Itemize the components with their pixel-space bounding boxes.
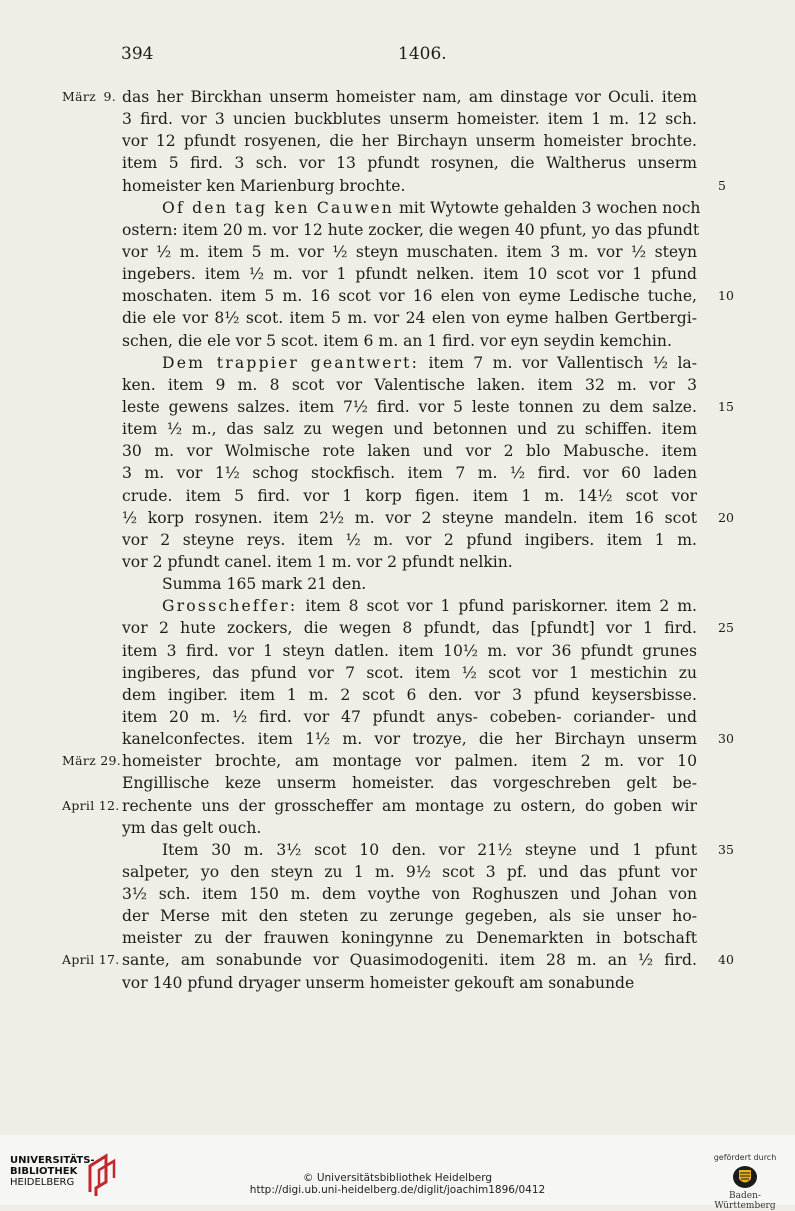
page-number: 394 [121, 44, 154, 64]
line-number: 15 [718, 398, 734, 414]
line-number: 5 [718, 177, 726, 193]
line-number: 40 [718, 952, 734, 968]
text-line: homeister brochte, am montage vor palmen. item 2 m. vor 10 März 29. [122, 750, 697, 772]
sponsor[interactable] [705, 1153, 785, 1211]
text-line: dem ingiber. item 1 m. 2 scot 6 den. vor 3 pfund keysersbisse. [122, 685, 697, 704]
text-line: sante, am sonabunde vor Quasimodogeniti. item 28 m. an ½ fird. April 17. 40 [122, 949, 697, 971]
text-line: crude. item 5 fird. vor 1 korp figen. item 1 m. 14½ scot vor [122, 486, 697, 505]
line-number: 25 [718, 620, 734, 636]
text-line: Engillische keze unserm homeister. das vorgeschreben gelt be- [122, 774, 697, 793]
text-line: item 20 m. ½ fird. vor 47 pfundt anys- cobeben- coriander- und [122, 707, 697, 726]
copyright-notice [0, 1172, 795, 1196]
text-line: vor 2 hute zockers, die wegen 8 pfundt, das [pfundt] vor 1 fird. 25 [122, 617, 697, 639]
page-header [0, 44, 795, 68]
text-line: das her Birckhan unserm homeister nam, am dinstage vor Oculi. item März 9. [122, 86, 697, 108]
text-line: 3 m. vor 1½ schog stockfisch. item 7 m. ½ fird. vor 60 laden [122, 464, 697, 483]
text-line: item ½ m., das salz zu wegen und betonnen und zu schiffen. item [122, 420, 697, 439]
text-line: vor 2 pfundt canel. item 1 m. vor 2 pfundt nelkin. [122, 552, 513, 571]
text-line: die ele vor 8½ scot. item 5 m. vor 24 elen von eyme halben Gertbergi- [122, 309, 697, 328]
text-line: vor 2 steyne reys. item ½ m. vor 2 pfund ingibers. item 1 m. [122, 530, 697, 549]
text-line: Grosscheffer: item 8 scot vor 1 pfund pariskorner. item 2 m. [162, 597, 697, 616]
library-name: UNIVERSITÄTS- BIBLIOTHEK HEIDELBERG [10, 1155, 95, 1188]
body-text [62, 86, 734, 994]
text-line: Item 30 m. 3½ scot 10 den. vor 21½ steyne und 1 pfunt 35 [122, 839, 697, 861]
margin-date: April 12. [62, 797, 120, 813]
text-line: ingebers. item ½ m. vor 1 pfundt nelken. item 10 scot vor 1 pfund [122, 265, 697, 284]
text-line: rechente uns der grosscheffer am montage zu ostern, do goben wir April 12. [122, 795, 697, 817]
text-line: moschaten. item 5 m. 16 scot vor 16 elen von eyme Ledische tuche, 10 [122, 285, 697, 307]
text-line: vor 12 pfundt rosyenen, die her Birchayn unserm homeister brochte. [122, 132, 697, 151]
text-line: leste gewens salzes. item 7½ fird. vor 5 leste tonnen zu dem salze. 15 [122, 396, 697, 418]
text-line: meister zu der frauwen koningynne zu Denemarkten in botschaft [122, 929, 697, 948]
text-line: Dem trappier geantwert: item 7 m. vor Vallentisch ½ la- [162, 353, 697, 372]
text-line: salpeter, yo den steyn zu 1 m. 9½ scot 3 pf. und das pfunt vor [122, 862, 697, 881]
text-line: Summa 165 mark 21 den. [162, 575, 367, 594]
text-line: vor ½ m. item 5 m. vor ½ steyn muschaten. item 3 m. vor ½ steyn [122, 242, 697, 261]
year-heading: 1406. [398, 44, 447, 64]
margin-date: April 17. [62, 952, 120, 968]
line-number: 20 [718, 509, 734, 525]
text-line: item 5 fird. 3 sch. vor 13 pfundt rosynen, die Waltherus unserm [122, 154, 697, 173]
footer [0, 1135, 795, 1211]
line-number: 10 [718, 288, 734, 304]
text-line: 3½ sch. item 150 m. dem voythe von Roghuszen und Johan von [122, 885, 697, 904]
text-line: ken. item 9 m. 8 scot vor Valentische laken. item 32 m. vor 3 [122, 375, 697, 394]
text-line: 3 fird. vor 3 uncien buckblutes unserm homeister. item 1 m. 12 sch. [122, 110, 697, 129]
permalink[interactable]: http://digi.ub.uni-heidelberg.de/diglit/joachim1896/0412 [249, 1184, 546, 1196]
sponsor-label: gefördert durch [713, 1153, 777, 1162]
line-number: 35 [718, 841, 734, 857]
text-line: ½ korp rosynen. item 2½ m. vor 2 steyne mandeln. item 16 scot 20 [122, 507, 697, 529]
coat-of-arms-icon [732, 1165, 758, 1189]
sponsor-name: Baden-Württemberg [714, 1191, 776, 1211]
text-line: vor 140 pfund dryager unserm homeister gekouft am sonabunde [122, 973, 635, 992]
text-line: schen, die ele vor 5 scot. item 6 m. an 1 fird. vor eyn seydin kemchin. [122, 331, 672, 350]
margin-date: März 29. [62, 753, 122, 769]
text-line: Of den tag ken Cauwen mit Wytowte gehalden 3 wochen noch [162, 198, 701, 217]
text-line: kanelconfectes. item 1½ m. vor trozye, die her Birchayn unserm 30 [122, 728, 697, 750]
text-line: ostern: item 20 m. vor 12 hute zocker, die wegen 40 pfunt, yo das pfundt [122, 220, 700, 239]
copyright-text: © Universitätsbibliothek Heidelberg [302, 1172, 492, 1184]
line-number: 30 [718, 731, 734, 747]
text-line: 30 m. vor Wolmische rote laken und vor 2 blo Mabusche. item [122, 442, 697, 461]
text-line: homeister ken Marienburg brochte. 5 [122, 175, 697, 197]
text-line: ingiberes, das pfund vor 7 scot. item ½ scot vor 1 mestichin zu [122, 663, 697, 682]
text-line: ym das gelt ouch. [122, 818, 262, 837]
text-line: item 3 fird. vor 1 steyn datlen. item 10½ m. vor 36 pfundt grunes [122, 641, 697, 660]
margin-date: März 9. [62, 89, 116, 104]
text-line: der Merse mit den steten zu zerunge gegeben, als sie unser ho- [122, 907, 697, 926]
